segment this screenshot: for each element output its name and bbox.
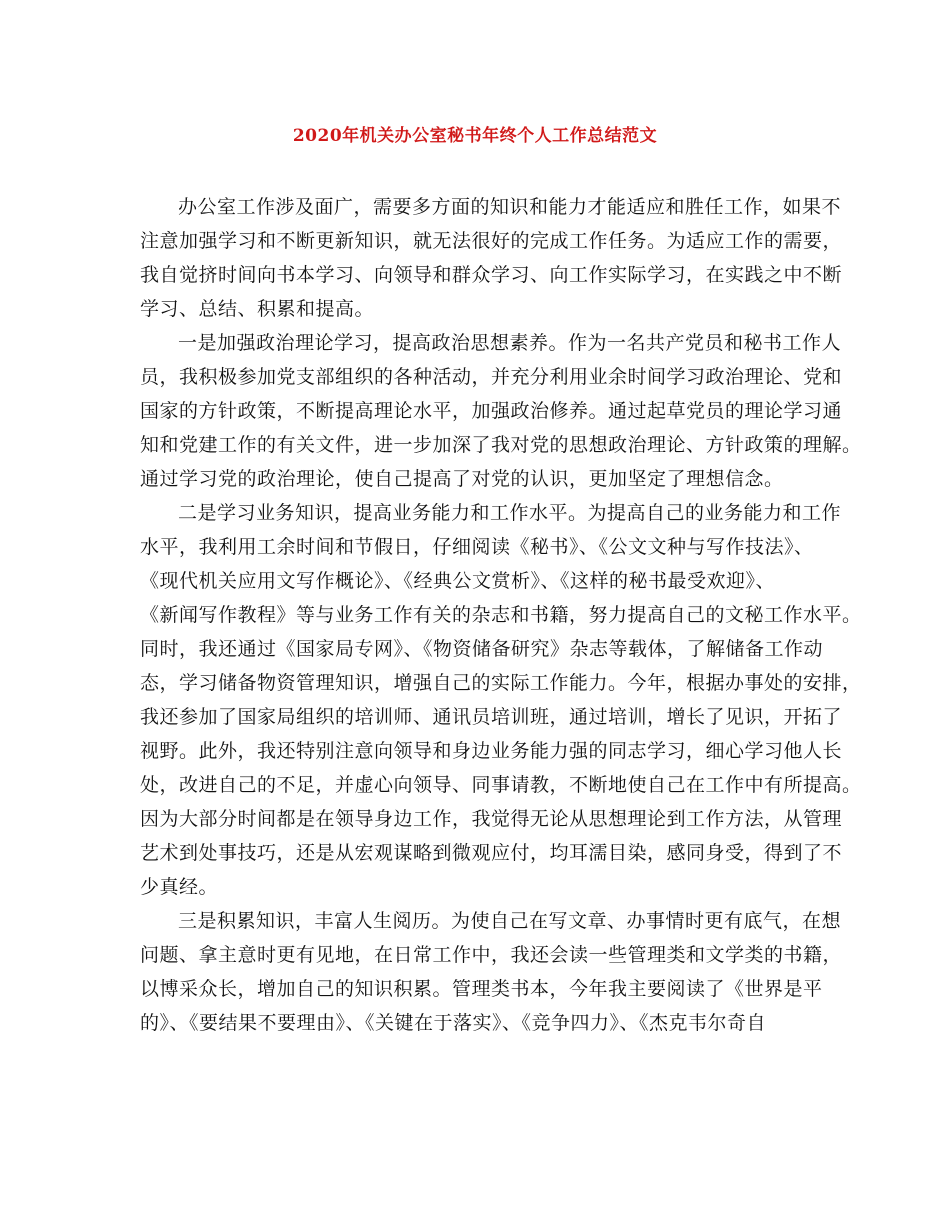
document-body xyxy=(140,190,862,1040)
paragraph-2-line-2: 员，我积极参加党支部组织的各种活动，并充分利用业余时间学习政治理论、党和 xyxy=(140,366,843,388)
paragraph-2-line-4: 知和党建工作的有关文件，进一步加深了我对党的思想政治理论、方针政策的理解。 xyxy=(140,434,862,456)
paragraph-3-line-9: 处，改进自己的不足，并虚心向领导、同事请教，不断地使自己在工作中有所提高。 xyxy=(140,774,862,796)
paragraph-3-line-2: 水平，我利用工余时间和节假日，仔细阅读《秘书》、《公文文种与写作技法》、 xyxy=(140,536,814,558)
paragraph-3-line-12: 少真经。 xyxy=(140,876,219,898)
paragraph-1-line-4: 学习、总结、积累和提高。 xyxy=(140,298,375,320)
paragraph-2-line-1: 一是加强政治理论学习，提高政治思想素养。作为一名共产党员和秘书工作人 xyxy=(178,332,842,354)
paragraph-3-line-3: 《现代机关应用文写作概论》、《经典公文赏析》、《这样的秘书最受欢迎》、 xyxy=(140,570,776,592)
paragraph-1-line-2: 注意加强学习和不断更新知识，就无法很好的完成工作任务。为适应工作的需要， xyxy=(140,230,843,252)
paragraph-4-line-2: 问题、拿主意时更有见地，在日常工作中，我还会读一些管理类和文学类的书籍， xyxy=(140,944,843,966)
paragraph-3-line-6: 态，学习储备物资管理知识，增强自己的实际工作能力。今年，根据办事处的安排， xyxy=(140,672,862,694)
paragraph-3-line-11: 艺术到处事技巧，还是从宏观谋略到微观应付，均耳濡目染，感同身受，得到了不 xyxy=(140,842,843,864)
paragraph-4-line-1: 三是积累知识，丰富人生阅历。为使自己在写文章、办事情时更有底气，在想 xyxy=(178,910,842,932)
paragraph-1-line-1: 办公室工作涉及面广，需要多方面的知识和能力才能适应和胜任工作，如果不 xyxy=(178,196,842,218)
paragraph-3-line-10: 因为大部分时间都是在领导身边工作，我觉得无论从思想理论到工作方法，从管理 xyxy=(140,808,843,830)
document-title: 2020年机关办公室秘书年终个人工作总结范文 xyxy=(292,126,658,146)
paragraph-3-line-7: 我还参加了国家局组织的培训师、通讯员培训班，通过培训，增长了见识，开拓了 xyxy=(140,706,843,728)
paragraph-3-line-1: 二是学习业务知识，提高业务能力和工作水平。为提高自己的业务能力和工作 xyxy=(178,502,842,524)
paragraph-3-line-5: 同时，我还通过《国家局专网》、《物资储备研究》杂志等载体，了解储备工作动 xyxy=(140,638,824,660)
paragraph-3-line-4: 《新闻写作教程》等与业务工作有关的杂志和书籍，努力提高自己的文秘工作水平。 xyxy=(140,604,862,626)
paragraph-4-line-4: 的》、《要结果不要理由》、《关键在于落实》、《竞争四力》、《杰克韦尔奇自 xyxy=(140,1012,767,1034)
paragraph-4-line-3: 以博采众长，增加自己的知识积累。管理类书本，今年我主要阅读了《世界是平 xyxy=(140,978,823,1000)
paragraph-2-line-5: 通过学习党的政治理论，使自己提高了对党的认识，更加坚定了理想信念。 xyxy=(140,468,784,490)
paragraph-3-line-8: 视野。此外，我还特别注意向领导和身边业务能力强的同志学习，细心学习他人长 xyxy=(140,740,843,762)
paragraph-2-line-3: 国家的方针政策，不断提高理论水平，加强政治修养。通过起草党员的理论学习通 xyxy=(140,400,843,422)
paragraph-1-line-3: 我自觉挤时间向书本学习、向领导和群众学习、向工作实际学习，在实践之中不断 xyxy=(140,264,843,286)
